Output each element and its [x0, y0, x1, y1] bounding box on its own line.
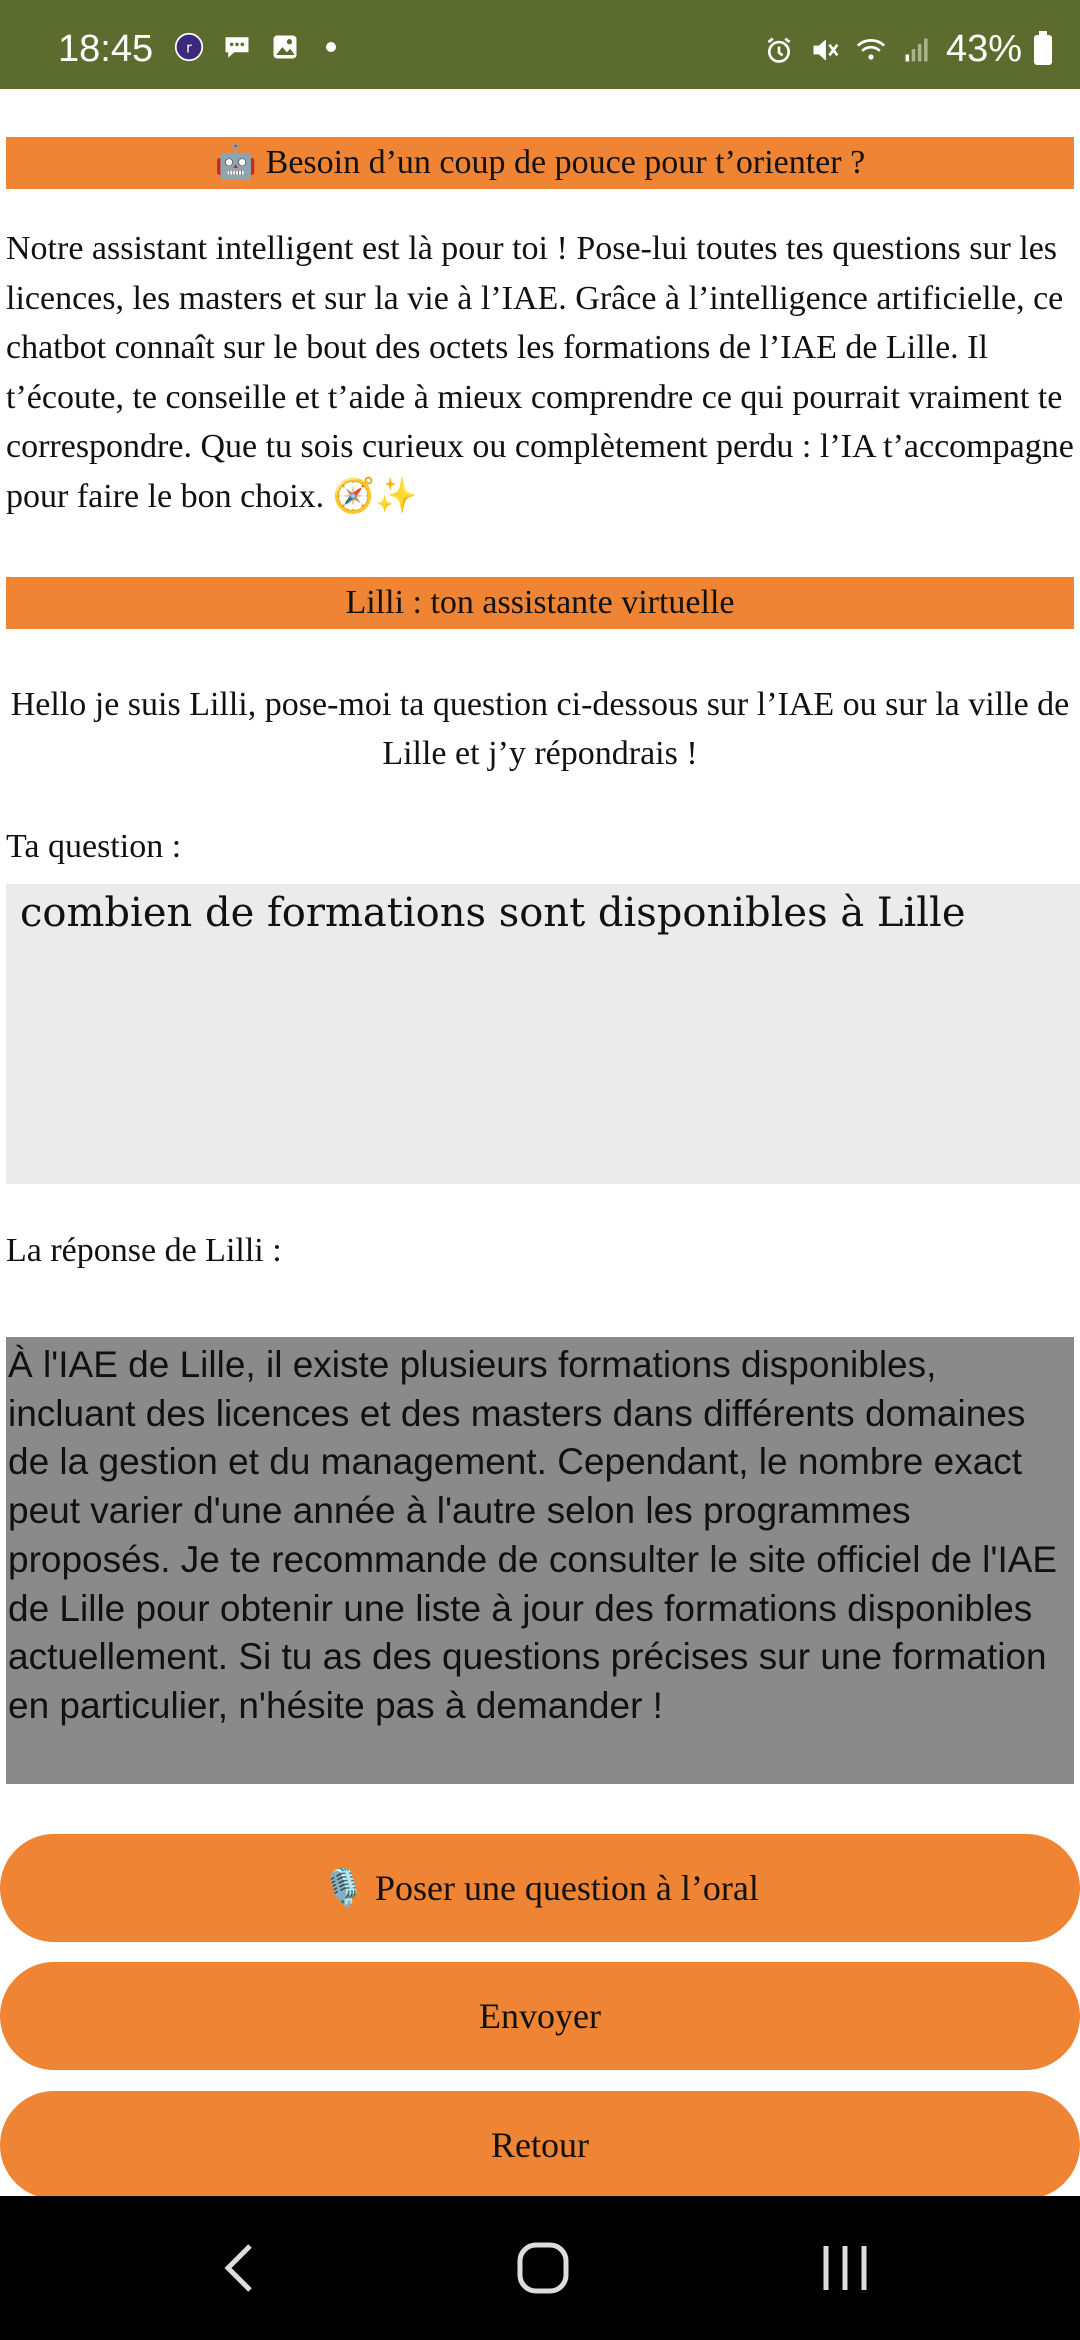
intro-paragraph: Notre assistant intelligent est là pour toi ! Pose-lui toutes tes questions sur les licences, les masters et sur la vie à l’IAE. Grâce à l’intelligence artificielle, ce chatbot connaît sur le bout des octets les formations de l’IAE de Lille. Il t’écoute, te conseille et t’aide à mieux comprendre ce qui pourrait vraiment te correspondre. Que tu sois curieux ou complètement perdu : l’IA t’accompagne pour faire le bon choix. 🧭✨ [6, 230, 1074, 515]
wifi-icon [854, 35, 888, 65]
status-time: 18:45 [58, 28, 154, 70]
signal-icon [900, 35, 934, 65]
gallery-icon [268, 32, 302, 62]
more-notifications-dot [326, 42, 336, 52]
status-notification-icons [172, 32, 336, 62]
home-nav-icon[interactable] [508, 2236, 578, 2300]
voice-question-label: 🎙️ Poser une question à l’oral [321, 1868, 759, 1908]
back-button[interactable]: Retour [0, 2091, 1080, 2199]
battery-percent: 43% [945, 28, 1022, 70]
voice-question-button[interactable] [0, 1834, 1080, 1942]
answer-label: La réponse de Lilli : [6, 1232, 282, 1269]
question-label: Ta question : [6, 828, 182, 865]
app-icon [172, 32, 206, 62]
mute-icon [808, 35, 842, 65]
assistant-greeting: Hello je suis Lilli, pose-moi ta question ci-dessous sur l’IAE ou sur la ville de Lille et j’y répondrais ! [10, 686, 1070, 772]
chat-bubble-icon [220, 32, 254, 62]
alarm-icon [762, 35, 796, 65]
question-input[interactable]: combien de formations sont disponibles à Lille [6, 884, 1080, 1184]
status-bar [0, 0, 1080, 89]
back-nav-icon[interactable] [206, 2236, 276, 2300]
answer-text: À l'IAE de Lille, il existe plusieurs formations disponibles, incluant des licences et des masters dans différents domaines de la gestion et du management. Cependant, le nombre exact peut varier d'une année à l'autre selon les programmes proposés. Je te recommande de consulter le site officiel de l'IAE de Lille pour obtenir une liste à jour des formations disponibles actuellement. Si tu as des questions précises sur une formation en particulier, n'hésite pas à demander ! [6, 1337, 1074, 1784]
send-button[interactable]: Envoyer [0, 1962, 1080, 2070]
svg-text:r: r [186, 40, 192, 57]
status-system-icons [762, 28, 1052, 71]
battery-icon [1034, 35, 1052, 65]
orientation-header: 🤖 Besoin d’un coup de pouce pour t’orienter ? [6, 137, 1074, 189]
navigation-bar [0, 2196, 1080, 2340]
recent-apps-nav-icon[interactable] [810, 2236, 880, 2300]
assistant-header: Lilli : ton assistante virtuelle [6, 577, 1074, 629]
